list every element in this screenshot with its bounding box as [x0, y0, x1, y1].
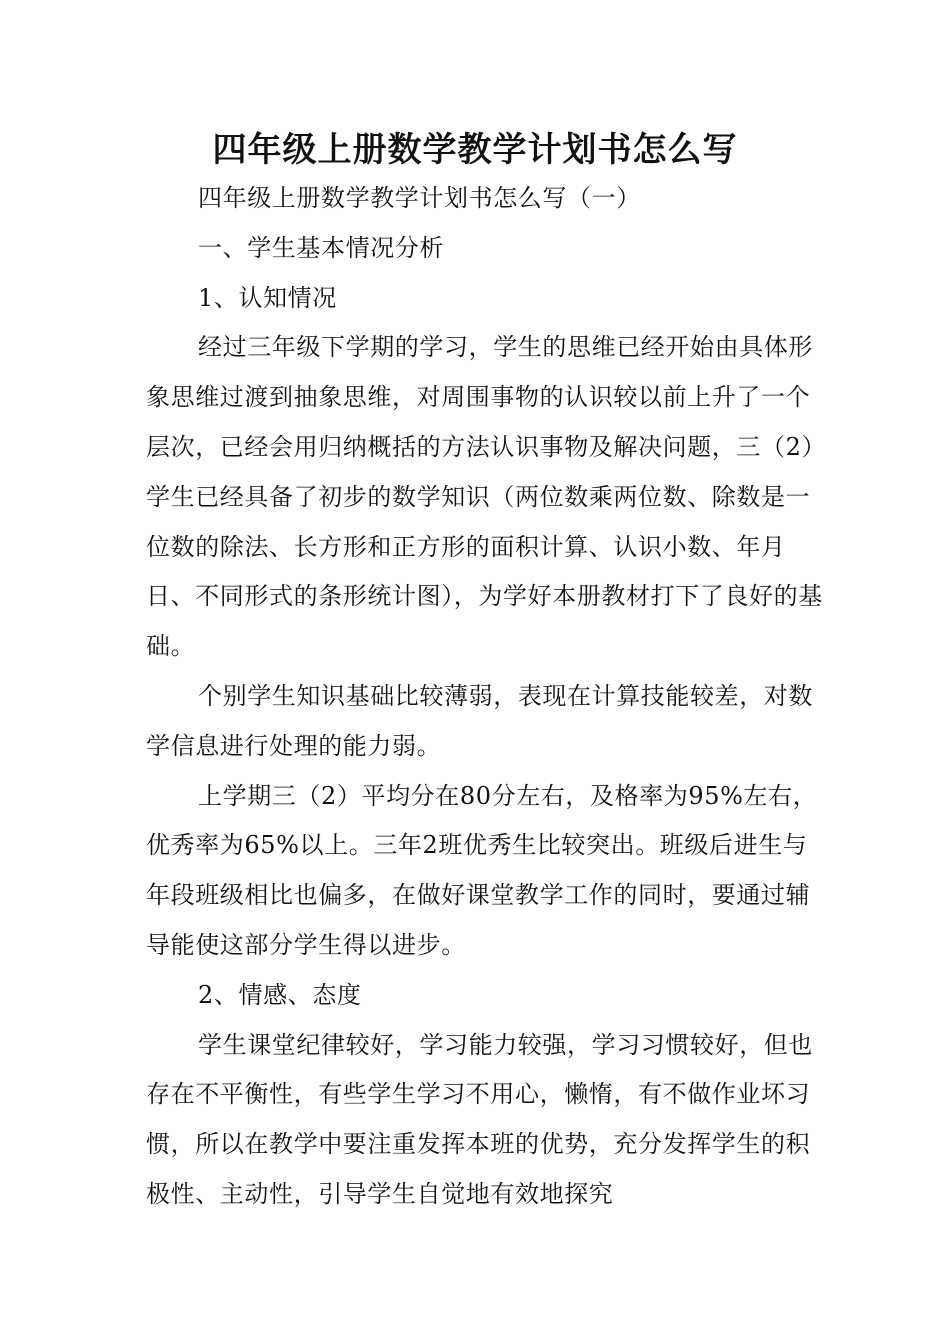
section-heading: 一、学生基本情况分析 — [198, 233, 444, 262]
subtitle: 四年级上册数学教学计划书怎么写（一） — [198, 184, 641, 212]
subsection-heading: 1、认知情况 — [198, 283, 337, 312]
document-body — [146, 174, 826, 1220]
paragraph: 学生课堂纪律较好，学习能力较强，学习习惯较好，但也存在不平衡性，有些学生学习不用心，懒惰，有不做作业坏习惯，所以在教学中要注重发挥本班的优势，充分发挥学生的积极性、主动性，引导学生自觉地有效地探究 — [146, 1030, 813, 1208]
paragraph: 上学期三（2）平均分在80分左右，及格率为95%左右，优秀率为65%以上。三年2班优秀生比较突出。班级后进生与年段班级相比也偏多，在做好课堂教学工作的同时，要通过辅导能使这部分学生得以进步。 — [146, 781, 818, 959]
paragraph: 个别学生知识基础比较薄弱，表现在计算技能较差，对数学信息进行处理的能力弱。 — [146, 681, 813, 760]
document-title: 四年级上册数学教学计划书怎么写 — [212, 130, 738, 170]
paragraph: 经过三年级下学期的学习，学生的思维已经开始由具体形象思维过渡到抽象思维，对周围事物的认识较以前上升了一个层次，已经会用归纳概括的方法认识事物及解决问题，三（2）学生已经具备了初步的数学知识（两位数乘两位数、除数是一位数的除法、长方形和正方形的面积计算、认识小数、年月日、不同形式的条形统计图），为学好本册教材打下了良好的基础。 — [146, 333, 823, 661]
subsection-heading: 2、情感、态度 — [198, 980, 362, 1009]
